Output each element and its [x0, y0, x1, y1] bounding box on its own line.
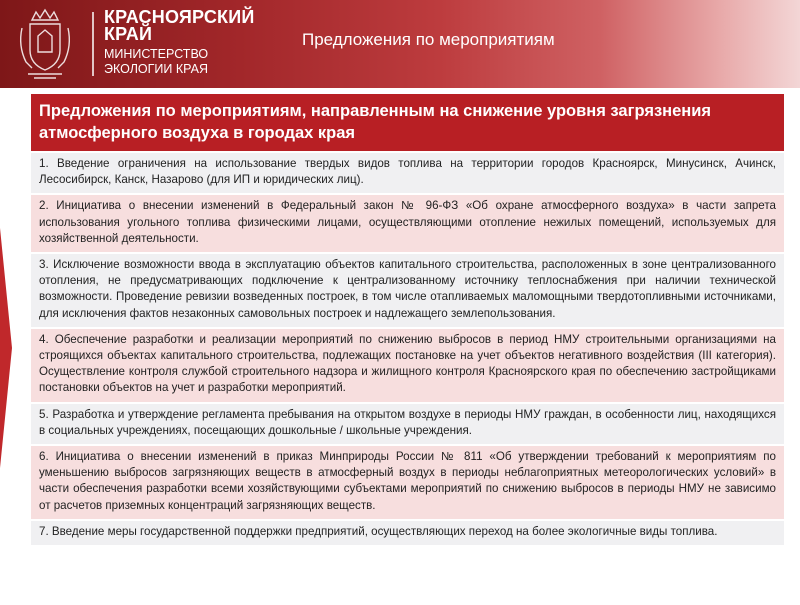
proposal-item: 6. Инициатива о внесении изменений в приказ Минприроды России № 811 «Об утверждении требований к мероприятиям по уменьшению выбросов загрязняющих веществ в атмосферный воздух в периоды неблагоприятных метеорологических условий» в части обеспечения разработки всеми хозяйствующими субъектами мероприятий по снижению выбросов в периоды НМУ не зависимо от расчетов приземных концентраций загрязняющих веществ. [31, 444, 784, 519]
proposal-item: 1. Введение ограничения на использование твердых видов топлива на территории городов Красноярск, Минусинск, Ачинск, Лесосибирск, Канск, Назарово (для ИП и юридических лиц). [31, 151, 784, 193]
proposal-item: 4. Обеспечение разработки и реализации мероприятий по снижению выбросов в период НМУ строительными организациями на строящихся объектах капитального строительства, подлежащих постановке на учет объектов негативного воздействия (III категория). Осуществление контроля службой строительного надзора и жилищного контроля Красноярского края по обеспечению застройщиками постановки объектов на учет и разработки мероприятий. [31, 327, 784, 402]
proposal-item: 7. Введение меры государственной поддержки предприятий, осуществляющих переход на более экологичные виды топлива. [31, 519, 784, 545]
proposal-item: 3. Исключение возможности ввода в эксплуатацию объектов капитального строительства, расположенных в зоне централизованного отопления, не предусматривающих подключение к централизованному источнику теплоснабжения при наличии технической возможности. Проведение ревизии возведенных построек, в том числе отапливаемых маломощными твердотопливными источниками, для исключения фактов незаконных самовольных построек и надлежащего землепользования. [31, 252, 784, 327]
proposal-item: 5. Разработка и утверждение регламента пребывания на открытом воздухе в периоды НМУ граждан, в особенности лиц, находящихся в социальных учреждениях, посещающих дошкольные / школьные учреждения. [31, 402, 784, 444]
header-banner [0, 0, 800, 88]
proposals-heading: Предложения по мероприятиям, направленным на снижение уровня загрязнения атмосферного воздуха в городах края [31, 94, 784, 151]
proposal-item: 2. Инициатива о внесении изменений в Федеральный закон № 96-ФЗ «Об охране атмосферного воздуха» в части запрета использования угольного топлива физическими лицами, осуществляющими отопление нежилых помещений, используемых для хозяйственной деятельности. [31, 193, 784, 252]
ministry-name: МИНИСТЕРСТВО ЭКОЛОГИИ КРАЯ [104, 47, 209, 76]
page-title: Предложения по мероприятиям [302, 30, 555, 49]
left-accent-arrow [0, 228, 12, 468]
coat-of-arms-icon [14, 6, 76, 82]
region-name: КРАСНОЯРСКИЙ КРАЙ [104, 7, 255, 44]
brand-divider [92, 12, 94, 76]
proposals-list [31, 94, 784, 545]
